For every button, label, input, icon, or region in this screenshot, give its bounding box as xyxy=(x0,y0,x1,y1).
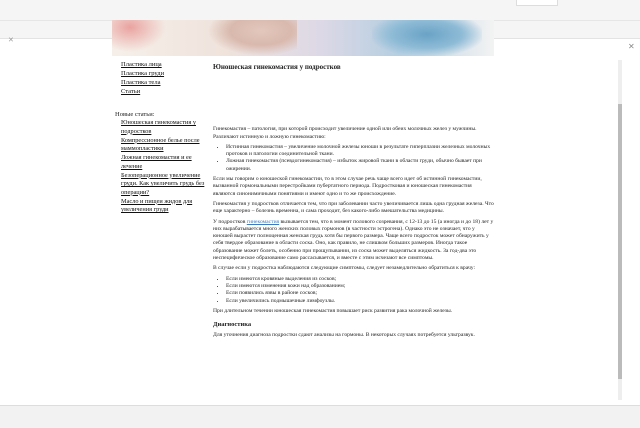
new-article-link[interactable]: Компрессионное белье после маммопластики xyxy=(121,136,200,152)
paragraph-text: вызывается тем, что в момент полового созревания, с 12-13 до 15 (а иногда и до 18) лет у них вырабатывается много женских половых гормонов (в частности эстрогена). Однако это не означает, что у юношей вырастет полноценная женская грудь хотя бы первого размера. Чаще всего подросток может обнаружить у себя твердое образование в области соска. Оно, как правило, не слишком больших размеров. Иногда такое образование может болеть, особенно при прощупывании, из соска может выделяться жидкость. За год-два это неспецифическое образование само рассасывается, и вместе с этим исчезают все симптомы. xyxy=(213,218,494,262)
toolbar-tab-button[interactable] xyxy=(516,0,558,6)
article-paragraph: Если мы говорим о юношеской гинекомастии, то в этом случае речь чаще всего идет об истинной гинекомастии, вызванной гормональными перестройками пубертатного периода. Подростковая и юношеская гинекомастия являются синонимичными понятиями и имеют одно и то же происхождение. xyxy=(213,176,482,197)
close-icon[interactable]: ✕ xyxy=(628,42,635,51)
article-paragraph: Гинекомастия – патология, при которой происходит увеличение одной или обеих молочных желез у мужчины. Различают истинную и ложную гинекомастию: xyxy=(213,126,477,140)
new-article-link[interactable]: Ложная гинекомастия и ее лечение xyxy=(121,154,192,170)
article-paragraph xyxy=(213,219,495,263)
scrollbar-thumb[interactable] xyxy=(618,104,622,379)
article-title: Юношеская гинекомастия у подростков xyxy=(213,63,341,71)
notification-close-icon[interactable]: ✕ xyxy=(8,36,14,44)
nav-item-body[interactable]: Пластика тела xyxy=(121,79,161,86)
gynecomastia-link[interactable]: гинекомастия xyxy=(246,218,280,225)
article-paragraph: При длительном течении юношеская гинекомастия повышает риск развития рака молочной железы. xyxy=(213,307,453,314)
list-item: • Если имеются кровяные выделения из сосков; xyxy=(226,276,495,283)
bottom-bar xyxy=(0,405,640,428)
article-paragraph: Гинекомастия у подростков отличается тем, что при заболевании часто увеличивается лишь одна грудная железа. Что еще характерно – болезнь временна, и сама проходит, без какого-либо вмешательства медицины. xyxy=(213,200,494,215)
banner-photo-left xyxy=(207,20,297,56)
list-item: • Если увеличились подмышечные лимфоузлы. xyxy=(226,298,495,305)
nav-item-articles[interactable]: Статьи xyxy=(121,88,141,95)
list-item: • Ложная гинекомастия (псевдогинекомастия) – избыток жировой ткани в области груди, обычно бывает при ожирении. xyxy=(226,158,495,173)
banner-photo-right xyxy=(372,20,482,56)
new-articles-list xyxy=(121,119,205,215)
list-item: • Если имеются изменения кожи над образованием; xyxy=(226,283,495,290)
new-articles-heading: Новые статьи: xyxy=(115,111,155,118)
article-paragraph: Для уточнения диагноза подростки сдают анализы на гормоны. В некоторых случаях потребуется ультразвук. xyxy=(213,332,475,339)
banner-decoration xyxy=(112,20,172,56)
list-item: • Если появились язвы в районе сосков; xyxy=(226,290,495,297)
header-banner-image xyxy=(112,20,494,56)
nav-item-face[interactable]: Пластика лица xyxy=(121,61,162,68)
article-paragraph: В случае если у подростка наблюдаются следующие симптомы, следует незамедлительно обратиться к врачу: xyxy=(213,265,476,272)
new-article-link[interactable]: Масло и пищеи жидов для увеличения груди xyxy=(121,197,193,213)
new-article-link[interactable]: Юношеская гинекомастия у подростков xyxy=(121,119,196,135)
paragraph-text: У подростков xyxy=(213,218,247,225)
article-list xyxy=(213,144,495,173)
symptom-list xyxy=(213,276,495,305)
article-content xyxy=(213,64,495,343)
new-article-link[interactable]: Безоперационное увеличение груди. Как увеличить грудь без операции? xyxy=(121,171,205,196)
section-heading: Диагностика xyxy=(213,321,252,329)
list-item: • Истинная гинекомастия – увеличение молочной железы юноши в результате гиперплазии железных молочных протоков и патологии соединительной ткани. xyxy=(226,144,495,159)
nav-item-breast[interactable]: Пластика груди xyxy=(121,70,165,77)
site-nav xyxy=(121,60,164,96)
